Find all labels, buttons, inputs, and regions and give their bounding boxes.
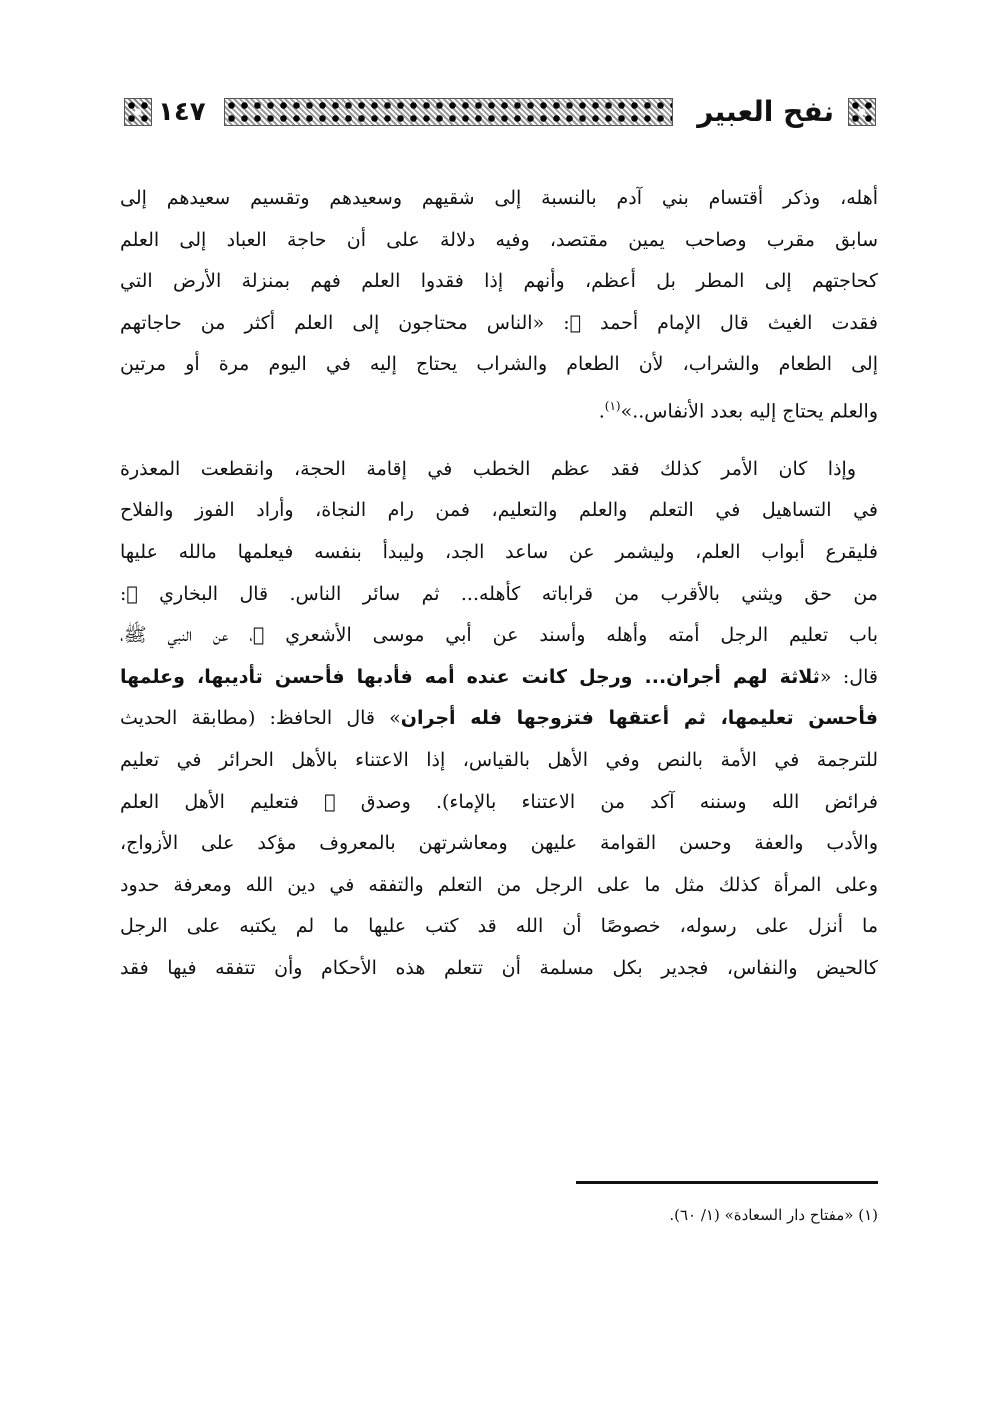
text-line: في التساهيل في التعلم والعلم والتعليم، فمن رام النجاة، وأراد الفوز والفلاح: [120, 499, 878, 522]
footnote-marker[interactable]: (١): [604, 398, 621, 413]
footnote-separator: [576, 1181, 878, 1184]
text-line: أهله، وذكر أقتسام بني آدم بالنسبة إلى شقيهم وسعيدهم وتقسيم سعيدهم إلى: [120, 187, 878, 209]
period: .: [598, 400, 605, 423]
text-line: سابق مقرب وصاحب يمين مقتصد، وفيه دلالة على أن حاجة العباد إلى العلم: [120, 228, 878, 251]
paragraph-1: [120, 178, 878, 433]
text-line: [120, 698, 878, 740]
text-line: كالحيض والنفاس، فجدير بكل مسلمة أن تتعلم هذه الأحكام وأن تتفقه فيها فقد: [120, 957, 878, 980]
hafiz-comment-start: » قال الحافظ: (مطابقة الحديث: [120, 707, 401, 730]
running-header: [124, 92, 876, 132]
quote-end-text: والعلم يحتاج إليه بعدد الأنفاس..»: [620, 400, 878, 423]
text-line: وعلى المرأة كذلك مثل ما على الرجل من التعلم والتفقه في دين الله ومعرفة حدود: [120, 873, 878, 896]
hadith-text-bold: ثلاثة لهم أجران... ورجل كانت عنده أمه فأدبها فأحسن تأديبها، وعلمها: [120, 665, 820, 688]
ornament-left-icon: [124, 98, 152, 126]
text-line: فقدت الغيث قال الإمام أحمد ﷬: «الناس محتاجون إلى العلم أكثر من حاجاتهم: [120, 311, 878, 334]
text-line: [120, 386, 878, 433]
text-line: من حق ويثني بالأقرب من قراباته كأهله... ثم سائر الناس. قال البخاري ﷬:: [120, 582, 878, 605]
paragraph-2: [120, 449, 878, 990]
text-line: إلى الطعام والشراب، لأن الطعام والشراب يحتاج إليه في اليوم مرة أو مرتين: [120, 353, 878, 376]
book-title: نفح العبير: [697, 95, 834, 128]
text-line: للترجمة في الأمة بالنص وفي الأهل بالقياس، إذا الاعتناء بالأهل الحرائر في تعليم: [120, 749, 878, 772]
text-line: باب تعليم الرجل أمته وأهله وأسند عن أبي موسى الأشعري ﷠، عن النبي ﷺ،: [120, 624, 878, 647]
text-line: ما أنزل على رسوله، خصوصًا أن الله قد كتب عليها ما لم يكتبه على الرجل: [120, 915, 878, 938]
ornament-right-icon: [848, 98, 876, 126]
text-line: [120, 657, 878, 699]
page-body: [120, 178, 878, 990]
text-line: وإذا كان الأمر كذلك فقد عظم الخطب في إقامة الحجة، وانقطعت المعذرة: [120, 457, 856, 480]
ornament-band: [224, 98, 674, 126]
footnote-marker: (١): [858, 1206, 878, 1224]
quote-intro: قال: «: [819, 665, 878, 688]
text-line: والأدب والعفة وحسن القوامة عليهن ومعاشرتهن بالمعروف مؤكد على الأزواج،: [120, 832, 878, 855]
text-line: كحاجتهم إلى المطر بل أعظم، وأنهم إذا فقدوا العلم فهم بمنزلة الأرض التي: [120, 270, 878, 293]
text-line: فرائض الله وسننه آكد من الاعتناء بالإماء). وصدق ﷬ فتعليم الأهل العلم: [120, 790, 878, 813]
text-line: فليقرع أبواب العلم، وليشمر عن ساعد الجد، وليبدأ بنفسه فيعلمها مالله عليها: [120, 541, 878, 564]
footnote-1: [669, 1203, 878, 1227]
page-number: ١٤٧: [158, 97, 206, 127]
footnote-text: «مفتاح دار السعادة» (١/ ٦٠).: [669, 1206, 854, 1224]
hadith-text-bold: فأحسن تعليمها، ثم أعتقها فتزوجها فله أجران: [400, 707, 878, 730]
